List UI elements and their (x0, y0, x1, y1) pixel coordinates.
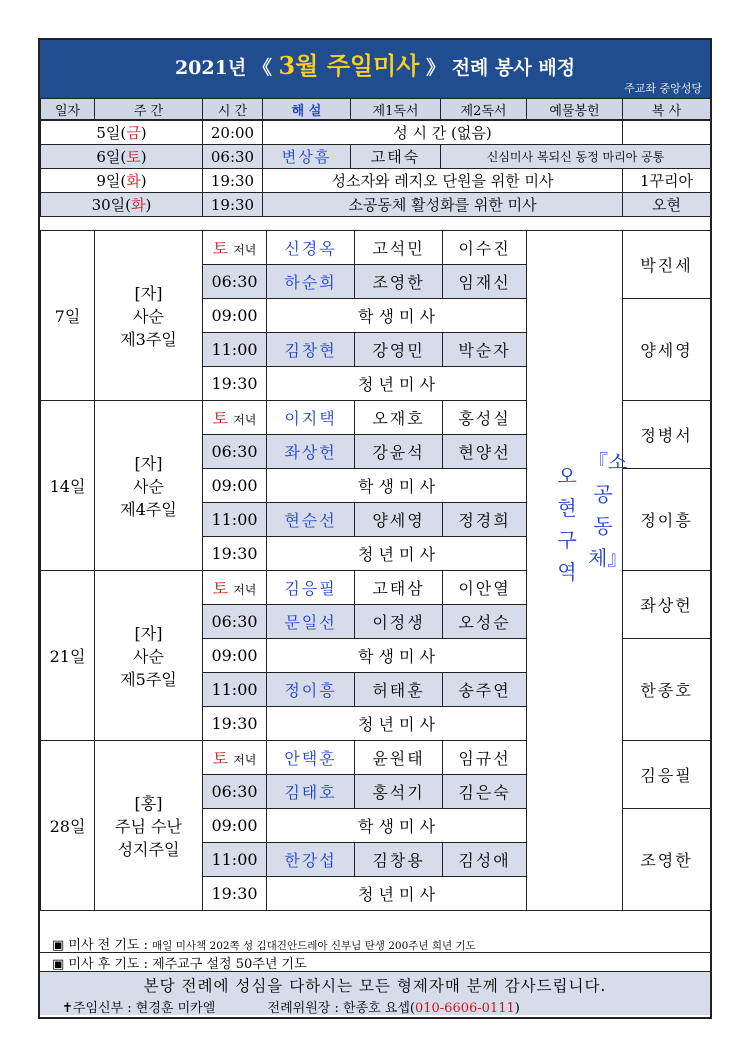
reader2-cell: 현양선 (443, 435, 527, 469)
chair-name: 전례위원장 : 한종호 요셉( (267, 1001, 415, 1016)
reader1-cell: 고석민 (355, 231, 443, 265)
altar-cell: 조영한 (623, 809, 711, 911)
phone-number: 010-6606-0111 (414, 1001, 515, 1016)
reader2-cell: 오성순 (443, 605, 527, 639)
commentator-cell: 하순희 (267, 265, 355, 299)
reader2-cell: 박순자 (443, 333, 527, 367)
mass-desc: 소공동체 활성화를 위한 미사 (263, 193, 623, 217)
commentator-cell: 김태호 (267, 775, 355, 809)
time-cell: 19:30 (203, 877, 267, 911)
time-cell: 06:30 (203, 265, 267, 299)
altar-cell: 김응필 (623, 741, 711, 809)
mass-desc: 학 생 미 사 (267, 639, 527, 673)
time-cell: 11:00 (203, 843, 267, 877)
mass-desc: 학 생 미 사 (267, 299, 527, 333)
footer (40, 934, 710, 1015)
table-row (41, 169, 711, 193)
signatures: ✝주임신부 : 현경훈 미카엘 전례위원장 : 한종호 요셉(010-6606-0111) (62, 1001, 520, 1016)
reader1-cell: 홍석기 (355, 775, 443, 809)
pastor-name: ✝주임신부 : 현경훈 미카엘 (62, 1001, 216, 1016)
time-cell: 11:00 (203, 333, 267, 367)
week-cell: [자] 사순 제4주일 (95, 401, 203, 571)
prayer-after: ▣ 미사 후 기도 : 제주교구 설정 50주년 기도 (52, 957, 307, 972)
reader2-cell: 이수진 (443, 231, 527, 265)
commentator-cell: 현순선 (267, 503, 355, 537)
mass-desc: 청 년 미 사 (267, 877, 527, 911)
reader1-cell: 김창용 (355, 843, 443, 877)
table-row (41, 145, 711, 169)
mass-desc: 성 시 간 (없음) (263, 121, 623, 145)
time-cell: 19:30 (203, 169, 263, 193)
time-cell: 19:30 (203, 537, 267, 571)
table-row (41, 121, 711, 145)
mass-desc: 신심미사 복되신 동정 마리아 공통 (441, 145, 711, 169)
reader1-cell: 조영한 (355, 265, 443, 299)
altar-cell (623, 121, 711, 145)
title-bar (40, 40, 710, 98)
reader1-cell: 이정생 (355, 605, 443, 639)
header-commentary: 해 설 (263, 99, 351, 120)
day-cell: 9일(화) (41, 169, 203, 193)
reader2-cell: 임규선 (443, 741, 527, 775)
reader1-cell: 윤원태 (355, 741, 443, 775)
mass-desc: 학 생 미 사 (267, 469, 527, 503)
reader2-cell: 이안열 (443, 571, 527, 605)
reader1-cell: 허태훈 (355, 673, 443, 707)
title-year: 2021년 (174, 57, 247, 79)
altar-cell: 1꾸리아 (623, 169, 711, 193)
reader2-cell: 홍성실 (443, 401, 527, 435)
commentator-cell: 이지택 (267, 401, 355, 435)
reader2-cell: 임재신 (443, 265, 527, 299)
header-week: 주 간 (95, 99, 203, 120)
header-reading1: 제1독서 (351, 99, 441, 120)
offertory-right-col: 『소 공 동 체』 (588, 450, 628, 570)
altar-cell: 오현 (623, 193, 711, 217)
altar-cell: 양세영 (623, 299, 711, 401)
title-highlight: 3월 주일미사 (278, 51, 420, 80)
commentator-cell: 정이흥 (267, 673, 355, 707)
week-cell: [자] 사순 제5주일 (95, 571, 203, 741)
time-cell: 09:00 (203, 639, 267, 673)
reader-cell: 고태숙 (351, 145, 441, 169)
thanks-text: 본당 전례에 성심을 다하시는 모든 형제자매 분께 감사드립니다. (143, 977, 607, 995)
reader2-cell: 김성애 (443, 843, 527, 877)
commentator-cell: 김응필 (267, 571, 355, 605)
time-cell: 19:30 (203, 193, 263, 217)
time-cell: 06:30 (203, 435, 267, 469)
commentator-cell: 문일선 (267, 605, 355, 639)
offertory-vertical-label (550, 450, 628, 760)
title-open-bracket: 《 (252, 57, 272, 79)
reader1-cell: 고태삼 (355, 571, 443, 605)
parish-name: 주교좌 중앙성당 (624, 82, 702, 95)
reader1-cell: 강영민 (355, 333, 443, 367)
thanks-box (40, 971, 710, 1015)
date-cell: 21일 (41, 571, 95, 741)
sat-eve-cell: 토 저녁 (203, 571, 267, 605)
header-altar: 복 사 (623, 99, 711, 120)
time-cell: 19:30 (203, 367, 267, 401)
header-time: 시 간 (203, 99, 263, 120)
sat-eve-cell: 토 저녁 (203, 401, 267, 435)
time-cell: 06:30 (203, 775, 267, 809)
table-row (41, 193, 711, 217)
commentator-cell: 신경옥 (267, 231, 355, 265)
time-cell: 11:00 (203, 673, 267, 707)
day-cell: 5일(금) (41, 121, 203, 145)
altar-cell: 좌상헌 (623, 571, 711, 639)
time-cell: 06:30 (203, 145, 263, 169)
commentator-cell: 한강섭 (267, 843, 355, 877)
commentator-cell: 김창현 (267, 333, 355, 367)
sat-eve-cell: 토 저녁 (203, 741, 267, 775)
reader1-cell: 양세영 (355, 503, 443, 537)
altar-cell: 정병서 (623, 401, 711, 469)
reader2-cell: 정경희 (443, 503, 527, 537)
commentator-cell: 안택훈 (267, 741, 355, 775)
time-cell: 09:00 (203, 469, 267, 503)
altar-cell: 정이흥 (623, 469, 711, 571)
reader2-cell: 김은숙 (443, 775, 527, 809)
time-cell: 19:30 (203, 707, 267, 741)
sat-eve-cell: 토 저녁 (203, 231, 267, 265)
date-cell: 7일 (41, 231, 95, 401)
header-date: 일자 (41, 99, 95, 120)
mass-desc: 학 생 미 사 (267, 809, 527, 843)
header-reading2: 제2독서 (441, 99, 527, 120)
reader1-cell: 오재호 (355, 401, 443, 435)
mass-desc: 성소자와 레지오 단원을 위한 미사 (263, 169, 623, 193)
date-cell: 14일 (41, 401, 95, 571)
page-title (40, 46, 710, 81)
mass-desc: 청 년 미 사 (267, 707, 527, 741)
time-cell: 11:00 (203, 503, 267, 537)
title-rest: 전례 봉사 배정 (451, 57, 576, 79)
date-cell: 28일 (41, 741, 95, 911)
day-cell: 6일(토) (41, 145, 203, 169)
weekday-masses (40, 120, 711, 217)
reader2-cell: 송주연 (443, 673, 527, 707)
altar-cell: 한종호 (623, 639, 711, 741)
prayer-before: ▣ 미사 전 기도 : 매일 미사책 202쪽 성 김대건안드레아 신부님 탄생 200주년 희년 기도 (40, 934, 710, 953)
week-cell: [홍] 주님 수난 성지주일 (95, 741, 203, 911)
header-offertory: 예물봉헌 (527, 99, 623, 120)
reader1-cell: 강윤석 (355, 435, 443, 469)
day-cell: 30일(화) (41, 193, 203, 217)
column-header (40, 98, 711, 120)
time-cell: 09:00 (203, 299, 267, 333)
title-close-bracket: 》 (426, 57, 446, 79)
commentator-cell: 좌상헌 (267, 435, 355, 469)
week-cell: [자] 사순 제3주일 (95, 231, 203, 401)
mass-desc: 청 년 미 사 (267, 537, 527, 571)
time-cell: 20:00 (203, 121, 263, 145)
table-row (41, 231, 711, 265)
altar-cell: 박진세 (623, 231, 711, 299)
offertory-left-col: 오 현 구 역 (557, 464, 577, 584)
schedule-sheet (38, 38, 712, 1019)
time-cell: 06:30 (203, 605, 267, 639)
time-cell: 09:00 (203, 809, 267, 843)
commentator-cell: 변상흠 (263, 145, 351, 169)
mass-desc: 청 년 미 사 (267, 367, 527, 401)
